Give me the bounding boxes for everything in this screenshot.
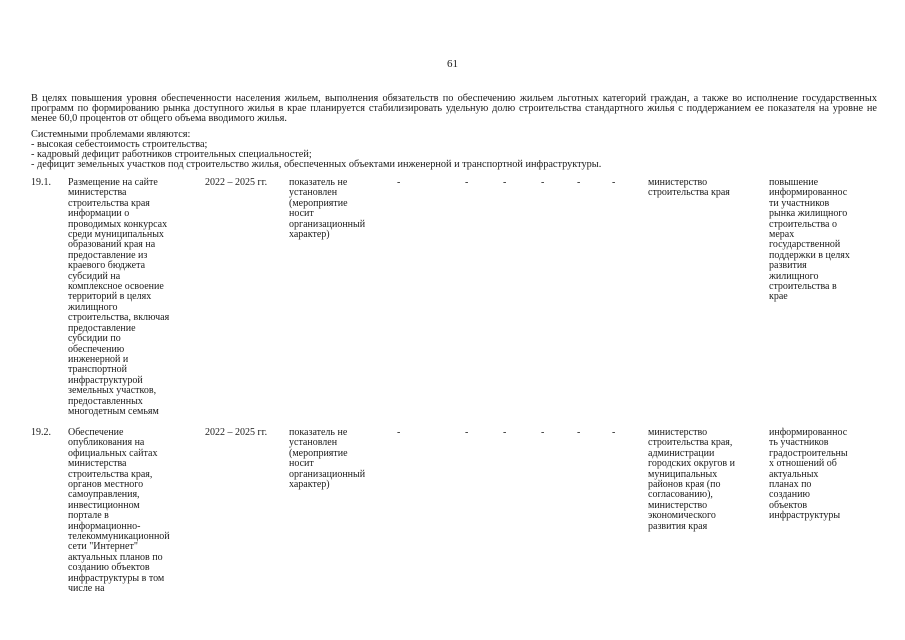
row-indicator: показатель не установлен (мероприятие носит организационный характер): [289, 427, 366, 491]
row-executor: министерство строительства края: [648, 177, 730, 199]
row-value: -: [612, 177, 616, 188]
row-value: -: [612, 427, 616, 438]
page-number: 61: [447, 58, 458, 70]
row-value: -: [465, 177, 469, 188]
problem-item: - кадровый дефицит работников строительных специальностей;: [31, 149, 312, 160]
row-indicator: показатель не установлен (мероприятие носит организационный характер): [289, 177, 366, 241]
problems-block: [31, 130, 877, 170]
problems-heading: Системными проблемами являются:: [31, 129, 191, 140]
problem-item: - дефицит земельных участков под строительство жилья, обеспеченных объектами инженерной и транспортной инфраструктуры.: [31, 159, 602, 170]
row-value: -: [503, 427, 507, 438]
row-result: информированнос ть участников градостроительны х отношений об актуальных планах по созданию объектов инфраструктуры: [769, 427, 848, 522]
problem-item: - высокая себестоимость строительства;: [31, 139, 208, 150]
row-value: -: [541, 427, 545, 438]
row-number: 19.2.: [31, 427, 51, 438]
row-executor: министерство строительства края, администрации городских округов и муниципальных районов края (по согласованию), министерство экономического развития края: [648, 427, 735, 532]
row-value: -: [465, 427, 469, 438]
row-value: -: [397, 427, 401, 438]
intro-paragraph: В целях повышения уровня обеспеченности населения жильем, выполнения обязательств по обеспечению жильем льготных категорий граждан, а также во исполнение государственных программ по формированию рынка доступного жилья в крае планируется стабилизировать удельную долю строительства стандартного жилья с поддержанием ее показателя на уровне не менее 60,0 процентов от общего объема вводимого жилья.: [31, 93, 877, 124]
row-value: -: [503, 177, 507, 188]
row-description: Обеспечение опубликования на официальных сайтах министерства строительства края, органов местного самоуправления, инвестиционном портале в информационно- телекоммуникационной сети "Интернет" актуальных планов по созданию объектов инфраструктуры в том числе на: [68, 427, 170, 595]
row-period: 2022 – 2025 гг.: [205, 177, 268, 188]
row-value: -: [541, 177, 545, 188]
row-value: -: [577, 427, 581, 438]
row-value: -: [397, 177, 401, 188]
row-result: повышение информированнос ти участников рынка жилищного строительства о мерах государственной поддержки в целях развития жилищного строительства в крае: [769, 177, 850, 303]
row-number: 19.1.: [31, 177, 51, 188]
row-description: Размещение на сайте министерства строительства края информации о проводимых конкурсах среди муниципальных образований края на предоставление из краевого бюджета субсидий на комплексное освоение территорий в целях жилищного строительства, включая предоставление субсидии по обеспечению инженерной и транспортной инфраструктурой земельных участков, предоставленных многодетным семьям: [68, 177, 170, 417]
row-value: -: [577, 177, 581, 188]
row-period: 2022 – 2025 гг.: [205, 427, 268, 438]
